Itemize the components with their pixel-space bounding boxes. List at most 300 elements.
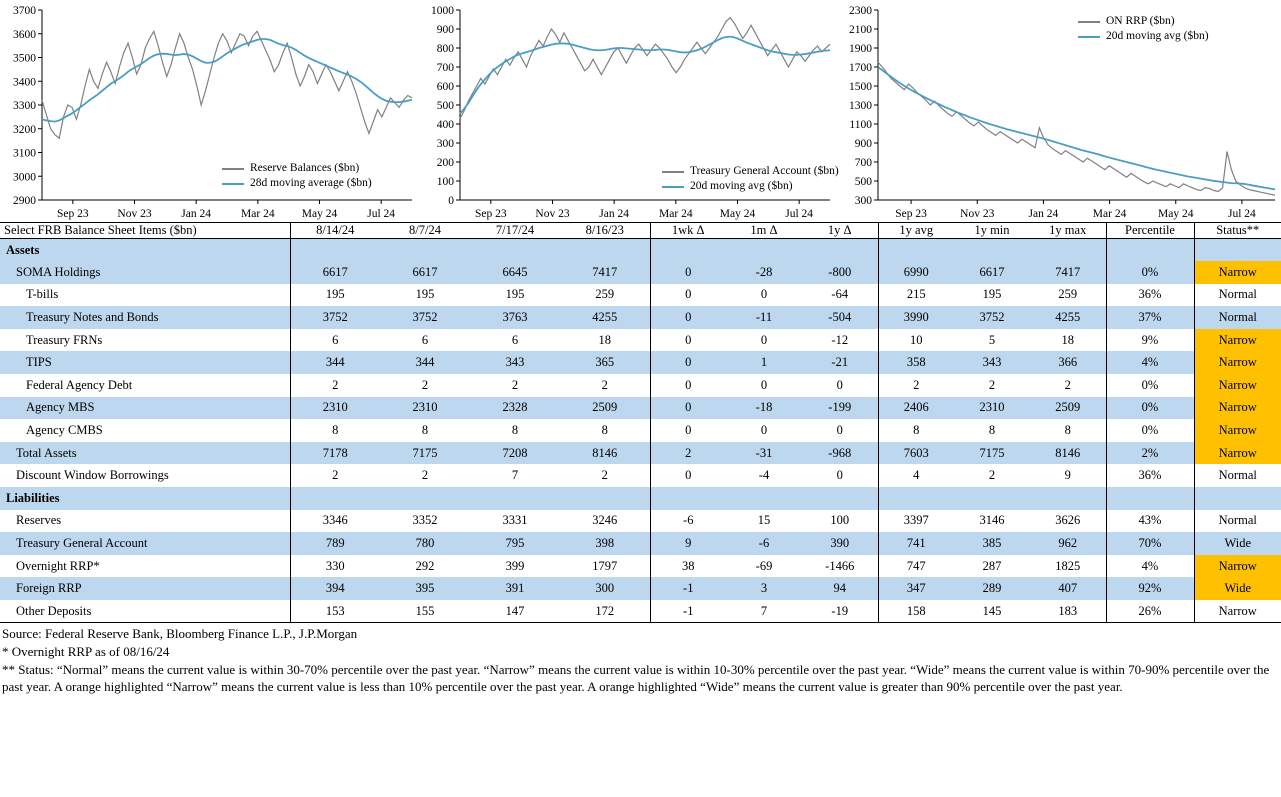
row-value: 2310	[380, 397, 470, 420]
table-row	[0, 351, 1281, 374]
table-row	[0, 306, 1281, 329]
row-value: 3352	[412, 513, 438, 528]
table-header-cell: 1y max	[1030, 223, 1106, 239]
row-value: 7	[511, 468, 519, 483]
row-value: -6	[650, 510, 726, 533]
balance-sheet-table	[0, 222, 1281, 623]
table-section-row	[0, 239, 1281, 262]
notes-block	[0, 623, 1281, 695]
row-value: 395	[380, 577, 470, 600]
section-filler	[954, 239, 1030, 262]
row-value: 38	[650, 555, 726, 578]
svg-text:3100: 3100	[13, 147, 36, 160]
svg-text:3000: 3000	[13, 171, 36, 184]
table-header-cell: Select FRB Balance Sheet Items ($bn)	[0, 223, 290, 239]
table-header-cell: 8/7/24	[380, 223, 470, 239]
row-value: -28	[726, 261, 802, 284]
row-label: Federal Agency Debt	[26, 377, 133, 392]
status-badge: Wide	[1194, 577, 1281, 600]
table-header-cell: 1m Δ	[726, 223, 802, 239]
svg-text:3400: 3400	[13, 76, 36, 89]
row-value: 43%	[1106, 510, 1194, 533]
table-header-cell: 1y Δ	[802, 223, 878, 239]
row-value: 2%	[1106, 442, 1194, 465]
svg-text:600: 600	[436, 81, 454, 93]
row-value: -64	[831, 287, 849, 302]
row-value: 259	[1058, 287, 1078, 302]
legend-item	[1078, 14, 1209, 29]
svg-text:3300: 3300	[13, 100, 36, 112]
legend-label: 28d moving average ($bn)	[250, 177, 372, 189]
row-value: 195	[982, 287, 1002, 302]
table-header-cell: 1y avg	[878, 223, 954, 239]
row-value: 3397	[878, 510, 954, 533]
row-value: 391	[470, 577, 560, 600]
row-label: Agency CMBS	[26, 423, 103, 438]
section-filler	[1194, 239, 1281, 262]
row-value: 2	[421, 377, 429, 392]
legend-swatch	[222, 183, 244, 185]
svg-text:Nov 23: Nov 23	[117, 208, 152, 220]
chart-svg-on-rrp	[838, 0, 1281, 222]
section-filler	[470, 239, 560, 262]
row-label: Treasury Notes and Bonds	[0, 306, 290, 329]
row-value: 2328	[470, 397, 560, 420]
legend-on-rrp	[1078, 14, 1209, 44]
legend-swatch	[1078, 21, 1100, 23]
row-value: 289	[954, 577, 1030, 600]
row-value: 8	[601, 423, 608, 438]
section-filler	[802, 239, 878, 262]
svg-text:800: 800	[436, 43, 454, 55]
footnote-2: ** Status: “Normal” means the current value is within 30-70% percentile over the past year. “Narrow” means the current value is within 10-30% percentile over the past year. “Wide” means the current value is within 70-90% percentile over the past year. A orange highlighted “Narrow” means the current value is less than 10% percentile over the past year. A orange highlighted “Wide” means the current value is greater than 90% percentile over the past year.	[2, 662, 1270, 695]
table-row	[0, 577, 1281, 600]
svg-text:May 24: May 24	[719, 208, 756, 220]
row-value: 6	[421, 332, 429, 347]
row-value: 183	[1030, 600, 1106, 623]
status-badge: Narrow	[1194, 374, 1281, 397]
row-value: 399	[505, 558, 525, 573]
row-value: 0	[650, 397, 726, 420]
row-value: 7208	[470, 442, 560, 465]
row-value: 259	[595, 287, 615, 302]
row-value: 7417	[560, 261, 650, 284]
svg-text:Mar 24: Mar 24	[241, 208, 275, 220]
legend-label: Reserve Balances ($bn)	[250, 162, 360, 174]
row-value: 8	[511, 423, 519, 438]
section-filler	[802, 487, 878, 510]
table-row	[0, 397, 1281, 420]
svg-text:Jul 24: Jul 24	[1228, 208, 1256, 220]
row-value: 385	[954, 532, 1030, 555]
row-label: Overnight RRP*	[16, 558, 100, 573]
svg-text:3500: 3500	[13, 52, 36, 65]
row-label: Foreign RRP	[0, 577, 290, 600]
row-value: 2406	[878, 397, 954, 420]
row-value: -19	[802, 600, 878, 623]
svg-text:3600: 3600	[13, 28, 36, 41]
status-badge: Narrow	[1194, 261, 1281, 284]
row-value: 2	[601, 377, 608, 392]
section-filler	[290, 239, 380, 262]
row-value: 0	[650, 261, 726, 284]
row-label: Discount Window Borrowings	[16, 468, 169, 483]
svg-text:May 24: May 24	[301, 208, 338, 220]
svg-text:Sep 23: Sep 23	[895, 208, 927, 220]
row-value: 343	[954, 351, 1030, 374]
row-value: 789	[290, 532, 380, 555]
row-value: 300	[560, 577, 650, 600]
table-row	[0, 532, 1281, 555]
row-value: 10	[878, 329, 954, 352]
charts-panel	[0, 0, 1281, 222]
section-filler	[726, 487, 802, 510]
row-value: 6645	[470, 261, 560, 284]
row-value: 26%	[1106, 600, 1194, 623]
section-filler	[380, 487, 470, 510]
row-value: 2	[290, 374, 380, 397]
row-value: 4255	[560, 306, 650, 329]
row-value: -69	[755, 558, 773, 573]
footnote-1: * Overnight RRP as of 08/16/24	[2, 644, 170, 660]
chart-on-rrp	[838, 0, 1281, 222]
row-value: 2310	[954, 397, 1030, 420]
row-value: 7603	[878, 442, 954, 465]
row-value: 4	[878, 464, 954, 487]
row-value: 0	[650, 464, 726, 487]
section-filler	[290, 487, 380, 510]
row-value: 780	[380, 532, 470, 555]
row-value: 155	[380, 600, 470, 623]
row-value: 0%	[1106, 374, 1194, 397]
row-value: 6617	[290, 261, 380, 284]
row-value: 2	[1064, 377, 1071, 392]
svg-text:100: 100	[436, 176, 454, 188]
row-value: 390	[802, 532, 878, 555]
row-value: 292	[415, 558, 435, 573]
svg-text:1700: 1700	[849, 62, 872, 74]
legend-swatch	[662, 171, 684, 173]
section-filler	[954, 487, 1030, 510]
svg-text:700: 700	[436, 62, 454, 74]
section-filler	[878, 239, 954, 262]
row-value: 347	[878, 577, 954, 600]
chart-reserve-balances	[0, 0, 420, 222]
legend-item	[222, 176, 372, 191]
table-row	[0, 374, 1281, 397]
svg-text:500: 500	[436, 100, 454, 112]
row-label: Treasury General Account	[0, 532, 290, 555]
balance-sheet-table-wrap	[0, 222, 1281, 623]
section-label: Liabilities	[0, 487, 290, 510]
svg-text:3700: 3700	[13, 5, 36, 17]
row-value: 2310	[290, 397, 380, 420]
row-value: 366	[1030, 351, 1106, 374]
row-value: 2	[601, 468, 608, 483]
legend-item	[222, 161, 372, 176]
legend-label: Treasury General Account ($bn)	[690, 165, 839, 177]
row-value: 195	[505, 287, 525, 302]
svg-text:300: 300	[436, 138, 454, 150]
svg-text:Nov 23: Nov 23	[960, 208, 995, 220]
table-row	[0, 329, 1281, 352]
row-value: 287	[982, 558, 1002, 573]
row-value: 15	[757, 513, 771, 528]
row-value: 195	[290, 284, 380, 307]
row-value: 0	[650, 351, 726, 374]
status-badge: Normal	[1194, 306, 1281, 329]
row-value: 6617	[954, 261, 1030, 284]
row-value: 365	[560, 351, 650, 374]
row-value: 2509	[560, 397, 650, 420]
row-value: 36%	[1106, 464, 1194, 487]
row-value: 3146	[979, 513, 1005, 528]
row-value: 195	[415, 287, 435, 302]
svg-text:3200: 3200	[13, 123, 36, 136]
row-value: 0	[836, 468, 843, 483]
row-value: -1	[650, 600, 726, 623]
row-value: 8	[988, 423, 996, 438]
row-value: 7175	[380, 442, 470, 465]
row-value: 94	[802, 577, 878, 600]
svg-text:Nov 23: Nov 23	[535, 208, 570, 220]
section-filler	[1030, 239, 1106, 262]
row-value: 145	[954, 600, 1030, 623]
row-value: 1825	[1055, 558, 1081, 573]
svg-text:900: 900	[854, 138, 872, 150]
row-label: Other Deposits	[0, 600, 290, 623]
row-value: 0	[650, 284, 726, 307]
row-value: 6	[290, 329, 380, 352]
row-value: 7	[726, 600, 802, 623]
svg-text:Jan 24: Jan 24	[181, 208, 212, 220]
row-value: 9	[1064, 468, 1071, 483]
svg-text:900: 900	[436, 24, 454, 36]
legend-label: 20d moving avg ($bn)	[690, 180, 793, 192]
row-value: 147	[470, 600, 560, 623]
row-value: 358	[878, 351, 954, 374]
status-badge: Narrow	[1194, 351, 1281, 374]
row-value: 1797	[592, 558, 618, 573]
row-label: T-bills	[26, 287, 59, 302]
legend-tga	[662, 164, 839, 194]
row-value: 8	[290, 419, 380, 442]
svg-text:Sep 23: Sep 23	[475, 208, 507, 220]
row-value: -18	[726, 397, 802, 420]
row-value: 3990	[878, 306, 954, 329]
status-badge: Narrow	[1194, 442, 1281, 465]
table-row	[0, 464, 1281, 487]
row-value: 2	[878, 374, 954, 397]
svg-text:May 24: May 24	[1158, 208, 1194, 220]
status-badge: Narrow	[1194, 555, 1281, 578]
legend-swatch	[1078, 36, 1100, 38]
row-value: 0%	[1106, 397, 1194, 420]
row-value: 0	[760, 423, 768, 438]
svg-text:Sep 23: Sep 23	[57, 208, 89, 220]
svg-text:500: 500	[854, 176, 872, 188]
svg-text:1900: 1900	[849, 43, 872, 55]
row-value: 343	[470, 351, 560, 374]
row-value: 18	[1061, 332, 1074, 347]
source-note: Source: Federal Reserve Bank, Bloomberg Finance L.P., J.P.Morgan	[2, 626, 358, 642]
row-value: 0	[760, 332, 768, 347]
row-value: 344	[290, 351, 380, 374]
table-header-cell: 1wk Δ	[650, 223, 726, 239]
section-filler	[1106, 487, 1194, 510]
table-row	[0, 419, 1281, 442]
svg-text:1000: 1000	[431, 5, 454, 17]
svg-text:300: 300	[854, 195, 872, 207]
section-filler	[470, 487, 560, 510]
row-value: 8	[878, 419, 954, 442]
row-value: -11	[726, 306, 802, 329]
row-value: 3752	[954, 306, 1030, 329]
svg-text:Jan 24: Jan 24	[599, 208, 630, 220]
svg-text:700: 700	[854, 157, 872, 169]
svg-text:Mar 24: Mar 24	[659, 208, 693, 220]
row-value: 2	[421, 468, 429, 483]
row-label: SOMA Holdings	[0, 261, 290, 284]
svg-text:1300: 1300	[849, 100, 872, 112]
section-filler	[1106, 239, 1194, 262]
row-value: -1	[650, 577, 726, 600]
legend-label: 20d moving avg ($bn)	[1106, 30, 1209, 42]
section-filler	[650, 239, 726, 262]
row-value: 344	[380, 351, 470, 374]
row-value: -504	[802, 306, 878, 329]
table-row	[0, 600, 1281, 623]
row-value: 153	[290, 600, 380, 623]
row-value: 2	[650, 442, 726, 465]
row-label: Treasury FRNs	[26, 332, 103, 347]
chart-treasury-general-account	[420, 0, 838, 222]
table-row	[0, 261, 1281, 284]
row-value: 9%	[1106, 329, 1194, 352]
svg-text:400: 400	[436, 119, 454, 131]
row-value: 37%	[1106, 306, 1194, 329]
row-value: 2509	[1030, 397, 1106, 420]
status-badge: Narrow	[1194, 419, 1281, 442]
row-value: -968	[802, 442, 878, 465]
table-header-cell: 8/14/24	[290, 223, 380, 239]
row-value: -1466	[825, 558, 855, 573]
row-value: 6	[511, 332, 519, 347]
row-value: 100	[830, 513, 850, 528]
row-value: 741	[878, 532, 954, 555]
svg-text:Jul 24: Jul 24	[367, 208, 396, 220]
row-value: -800	[802, 261, 878, 284]
row-value: 36%	[1106, 284, 1194, 307]
row-value: 8146	[560, 442, 650, 465]
row-value: 0	[836, 423, 843, 438]
row-value: 5	[988, 332, 996, 347]
section-filler	[560, 239, 650, 262]
legend-reserve-balances	[222, 161, 372, 191]
table-header-cell: Percentile	[1106, 223, 1194, 239]
row-value: 394	[290, 577, 380, 600]
svg-text:1500: 1500	[849, 81, 872, 93]
status-badge: Wide	[1194, 532, 1281, 555]
row-value: 1	[726, 351, 802, 374]
section-filler	[560, 487, 650, 510]
status-badge: Normal	[1194, 284, 1281, 307]
row-value: 4255	[1030, 306, 1106, 329]
table-header-cell: 1y min	[954, 223, 1030, 239]
row-value: 2	[290, 464, 380, 487]
row-value: 795	[470, 532, 560, 555]
row-value: 407	[1030, 577, 1106, 600]
legend-swatch	[662, 186, 684, 188]
row-value: 747	[878, 555, 954, 578]
row-value: 7175	[954, 442, 1030, 465]
row-value: 962	[1030, 532, 1106, 555]
row-value: 6617	[380, 261, 470, 284]
svg-text:Jul 24: Jul 24	[785, 208, 814, 220]
row-value: 2	[511, 377, 519, 392]
row-value: -4	[758, 468, 770, 483]
svg-text:1100: 1100	[849, 119, 872, 131]
row-value: 18	[598, 332, 611, 347]
row-value: 3246	[592, 513, 618, 528]
row-label: TIPS	[0, 351, 290, 374]
row-value: -31	[726, 442, 802, 465]
row-value: 7178	[290, 442, 380, 465]
table-header-cell: 8/16/23	[560, 223, 650, 239]
table-section-row	[0, 487, 1281, 510]
row-value: -12	[831, 332, 849, 347]
row-value: 0	[650, 329, 726, 352]
svg-text:0: 0	[448, 195, 454, 207]
row-value: 3331	[502, 513, 528, 528]
row-label: Agency MBS	[0, 397, 290, 420]
row-value: 172	[560, 600, 650, 623]
table-row	[0, 510, 1281, 533]
row-value: 0%	[1106, 419, 1194, 442]
row-value: 398	[560, 532, 650, 555]
row-label: Reserves	[16, 513, 62, 528]
row-value: 8	[421, 423, 429, 438]
legend-item	[662, 179, 839, 194]
row-value: 3626	[1055, 513, 1081, 528]
status-badge: Narrow	[1194, 397, 1281, 420]
row-value: -199	[802, 397, 878, 420]
table-header-cell: 7/17/24	[470, 223, 560, 239]
row-value: 8	[1064, 423, 1071, 438]
svg-text:2900: 2900	[13, 195, 36, 207]
row-value: 0	[650, 306, 726, 329]
row-value: 7417	[1030, 261, 1106, 284]
row-value: -21	[802, 351, 878, 374]
section-label: Assets	[0, 239, 290, 262]
table-row	[0, 442, 1281, 465]
row-value: 2	[988, 468, 996, 483]
legend-swatch	[222, 168, 244, 170]
legend-item	[662, 164, 839, 179]
row-value: 215	[878, 284, 954, 307]
section-filler	[380, 239, 470, 262]
row-value: 3	[726, 577, 802, 600]
row-value: 3752	[290, 306, 380, 329]
table-header-row	[0, 223, 1281, 239]
svg-text:Mar 24: Mar 24	[1092, 208, 1127, 220]
section-filler	[1194, 487, 1281, 510]
svg-text:2300: 2300	[849, 5, 872, 17]
row-value: 3763	[470, 306, 560, 329]
table-header-cell: Status**	[1194, 223, 1281, 239]
row-value: 0%	[1106, 261, 1194, 284]
svg-text:Jan 24: Jan 24	[1028, 208, 1059, 220]
